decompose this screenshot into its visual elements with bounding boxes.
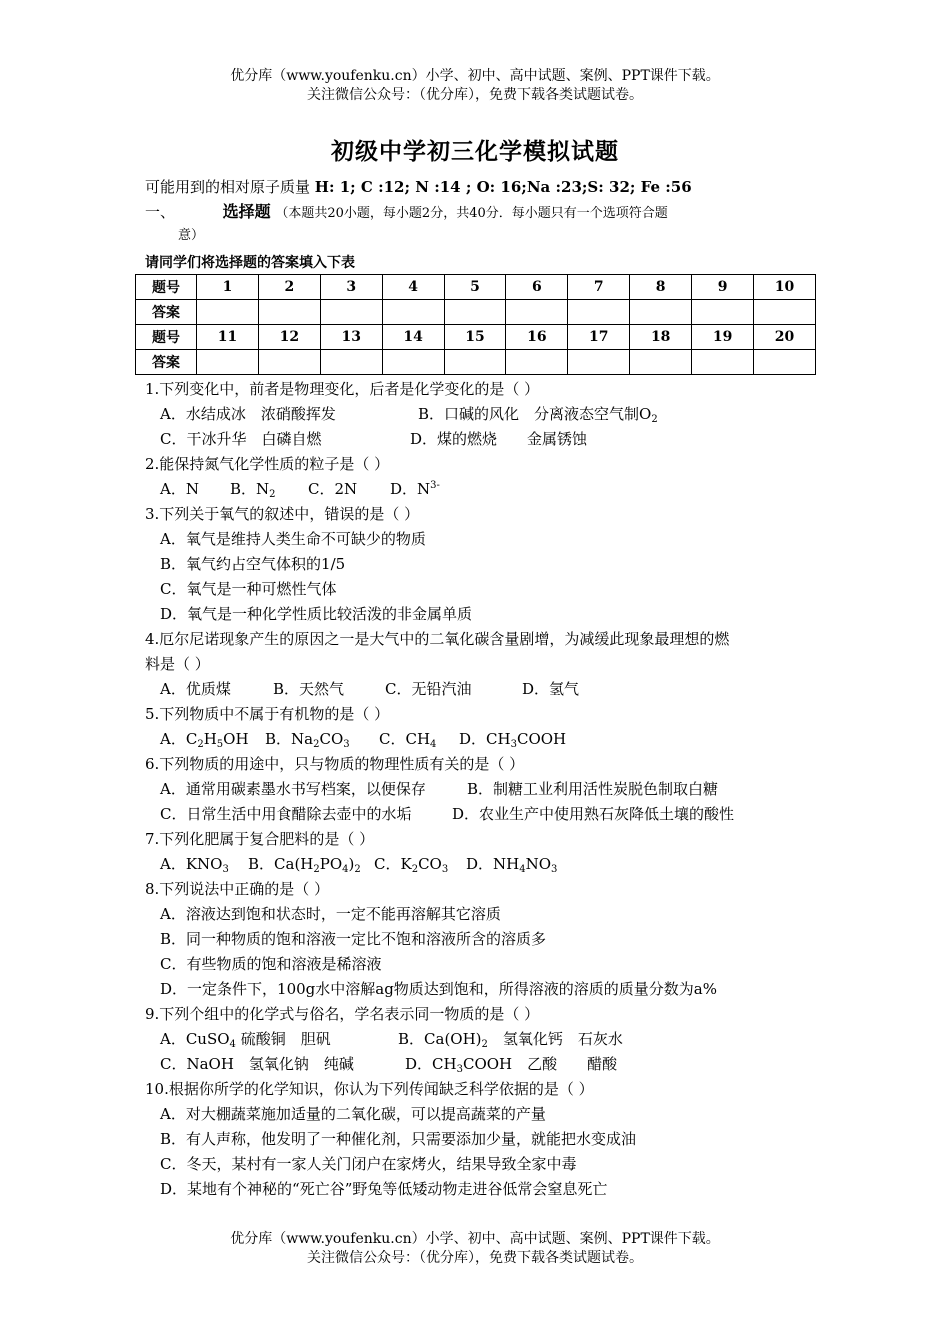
- question-10-stem: 10.根据你所学的化学知识，你认为下列传闻缺乏科学依据的是（ ）: [145, 1080, 594, 1098]
- option-b: B．口碱的风化 分离液态空气制O: [418, 405, 652, 423]
- option-d: D．某地有个神秘的“死亡谷”野兔等低矮动物走进谷低常会窒息死亡: [160, 1180, 608, 1198]
- subscript: 3: [222, 864, 229, 875]
- answer-cell[interactable]: [568, 300, 630, 325]
- question-number: 1: [197, 275, 259, 300]
- option-b: B．Ca(H: [248, 855, 314, 873]
- question-8-stem: 8.下列说法中正确的是（ ）: [145, 880, 330, 898]
- formula-part: COOH: [516, 730, 567, 748]
- question-2-options: [160, 479, 440, 499]
- option-a: A．对大棚蔬菜施加适量的二氧化碳，可以提高蔬菜的产量: [160, 1105, 546, 1123]
- header-line-1: 优分库（www.youfenku.cn）小学、初中、高中试题、案例、PPT课件下载。: [230, 68, 720, 84]
- answer-cell[interactable]: [754, 350, 816, 375]
- subscript: 4: [342, 864, 349, 875]
- subscript: 2: [197, 739, 204, 750]
- question-9-options-ab: [160, 1029, 623, 1049]
- question-number: 8: [630, 275, 692, 300]
- answer-cell[interactable]: [506, 300, 568, 325]
- footer-line-2: 关注微信公众号：（优分库），免费下载各类试题试卷。: [307, 1250, 643, 1266]
- question-2-stem: 2.能保持氮气化学性质的粒子是（ ）: [145, 455, 390, 473]
- question-1-stem: 1.下列变化中，前者是物理变化，后者是化学变化的是（ ）: [145, 380, 540, 398]
- subscript: 3: [551, 864, 558, 875]
- subscript: 3: [510, 739, 517, 750]
- option-b: B．天然气: [273, 680, 345, 698]
- question-6-options-ab: [160, 779, 718, 799]
- formula-part: H: [203, 730, 217, 748]
- section-desc: （本题共20小题，每小题2分，共40分．每小题只有一个选项符合题: [275, 206, 668, 221]
- formula-part: ): [348, 855, 355, 873]
- atomic-mass-line: [145, 177, 692, 197]
- atomic-mass-label: 可能用到的相对原子质量: [145, 178, 311, 196]
- option-a: A．N: [160, 480, 199, 498]
- formula-part: COOH: [462, 1055, 513, 1073]
- question-number: 13: [320, 325, 382, 350]
- answer-cell[interactable]: [382, 350, 444, 375]
- question-7-options: [160, 854, 557, 874]
- formula-part: OH: [223, 730, 249, 748]
- table-row: [136, 325, 816, 350]
- subscript: 2: [481, 1039, 488, 1050]
- option-a-names: 硫酸铜 胆矾: [240, 1030, 331, 1048]
- question-number: 15: [444, 325, 506, 350]
- superscript: 3-: [430, 480, 440, 491]
- option-b: B．有人声称，他发明了一种催化剂，只需要添加少量，就能把水变成油: [160, 1130, 637, 1148]
- question-6-options-cd: [160, 804, 734, 824]
- question-number: 5: [444, 275, 506, 300]
- option-c: C．干冰升华 白磷自燃: [160, 430, 322, 448]
- answer-table-caption: 请同学们将选择题的答案填入下表: [145, 255, 355, 271]
- answer-cell[interactable]: [197, 300, 259, 325]
- option-d: D．一定条件下，100g水中溶解ag物质达到饱和，所得溶液的溶质的质量分数为a%: [160, 980, 718, 998]
- question-number: 19: [692, 325, 754, 350]
- subscript: 2: [354, 864, 361, 875]
- option-a: A．溶液达到饱和状态时，一定不能再溶解其它溶质: [160, 905, 501, 923]
- subscript: 2: [411, 864, 419, 875]
- section-desc-cont: 意）: [178, 228, 205, 243]
- question-7-stem: 7.下列化肥属于复合肥料的是（ ）: [145, 830, 375, 848]
- question-9-options-cd: [160, 1054, 617, 1074]
- option-d-names: 乙酸 醋酸: [527, 1055, 618, 1073]
- question-5-options: [160, 729, 566, 749]
- question-1-options-cd: [160, 429, 587, 449]
- option-c: C．NaOH 氢氧化钠 纯碱: [160, 1055, 354, 1073]
- option-c: C．氧气是一种可燃性气体: [160, 580, 337, 598]
- answer-label: 答案: [136, 350, 197, 375]
- answer-cell[interactable]: [754, 300, 816, 325]
- option-a: A．CuSO: [160, 1030, 230, 1048]
- section-name: 选择题: [222, 202, 271, 221]
- question-number: 20: [754, 325, 816, 350]
- subscript: 3: [343, 739, 350, 750]
- answer-cell[interactable]: [258, 350, 320, 375]
- question-number: 4: [382, 275, 444, 300]
- question-number: 16: [506, 325, 568, 350]
- formula-part: NO: [525, 855, 552, 873]
- option-a: A．优质煤: [160, 680, 231, 698]
- answer-cell[interactable]: [444, 300, 506, 325]
- subscript: 4: [519, 864, 526, 875]
- answer-table: [135, 274, 816, 375]
- option-d: D．氧气是一种化学性质比较活泼的非金属单质: [160, 605, 473, 623]
- section-number: 一、: [145, 203, 176, 221]
- answer-cell[interactable]: [692, 300, 754, 325]
- option-b: B．Na: [265, 730, 314, 748]
- option-b: B．制糖工业利用活性炭脱色制取白糖: [467, 780, 719, 798]
- answer-cell[interactable]: [630, 300, 692, 325]
- question-number: 17: [568, 325, 630, 350]
- question-number: 9: [692, 275, 754, 300]
- option-a: A．水结成冰 浓硝酸挥发: [160, 405, 336, 423]
- question-number: 14: [382, 325, 444, 350]
- option-d: D．N: [390, 480, 431, 498]
- subscript: 4: [430, 739, 437, 750]
- question-number: 18: [630, 325, 692, 350]
- option-d: D．氢气: [522, 680, 580, 698]
- question-number: 7: [568, 275, 630, 300]
- answer-cell[interactable]: [258, 300, 320, 325]
- option-b-names: 氢氧化钙 石灰水: [502, 1030, 623, 1048]
- question-number-label: 题号: [136, 325, 197, 350]
- subscript: 4: [229, 1039, 236, 1050]
- formula-part: PO: [319, 855, 343, 873]
- answer-cell[interactable]: [197, 350, 259, 375]
- question-1-options-ab: [160, 404, 658, 424]
- question-number: 3: [320, 275, 382, 300]
- option-d: D．NH: [466, 855, 520, 873]
- option-a: A．C: [160, 730, 198, 748]
- subscript: 2: [651, 414, 658, 425]
- option-d: D．农业生产中使用熟石灰降低土壤的酸性: [452, 805, 735, 823]
- table-row: [136, 350, 816, 375]
- question-9-stem: 9.下列个组中的化学式与俗名，学名表示同一物质的是（ ）: [145, 1005, 540, 1023]
- question-number: 11: [197, 325, 259, 350]
- table-row: [136, 300, 816, 325]
- option-d: D．CH: [459, 730, 511, 748]
- formula-part: CO: [418, 855, 442, 873]
- question-3-stem: 3.下列关于氧气的叙述中，错误的是（ ）: [145, 505, 420, 523]
- subscript: 3: [456, 1064, 463, 1075]
- section-heading: [145, 202, 668, 224]
- atomic-mass-values: H: 1; C :12; N :14 ; O: 16;Na :23;S: 32; Fe :56: [314, 178, 692, 196]
- option-b: B．Ca(OH): [398, 1030, 482, 1048]
- option-c: C．有些物质的饱和溶液是稀溶液: [160, 955, 382, 973]
- option-d: D．CH: [405, 1055, 457, 1073]
- subscript: 2: [313, 864, 320, 875]
- option-a: A．KNO: [160, 855, 223, 873]
- subscript: 3: [441, 864, 449, 875]
- footer-line-1: 优分库（www.youfenku.cn）小学、初中、高中试题、案例、PPT课件下载。: [230, 1231, 720, 1247]
- question-5-stem: 5.下列物质中不属于有机物的是（ ）: [145, 705, 390, 723]
- table-row: [136, 275, 816, 300]
- subscript: 5: [216, 739, 224, 750]
- subscript: 2: [313, 739, 320, 750]
- option-c: C．冬天，某村有一家人关门闭户在家烤火，结果导致全家中毒: [160, 1155, 577, 1173]
- question-number: 2: [258, 275, 320, 300]
- answer-cell[interactable]: [320, 300, 382, 325]
- subscript: 2: [269, 489, 276, 500]
- option-a: A．氧气是维持人类生命不可缺少的物质: [160, 530, 426, 548]
- option-d: D．煤的燃烧 金属锈蚀: [410, 430, 588, 448]
- question-number: 6: [506, 275, 568, 300]
- answer-cell[interactable]: [444, 350, 506, 375]
- option-c: C．K: [374, 855, 412, 873]
- question-4-options: [160, 679, 579, 699]
- option-c: C．无铅汽油: [385, 680, 472, 698]
- answer-cell[interactable]: [320, 350, 382, 375]
- option-c: C．日常生活中用食醋除去壶中的水垢: [160, 805, 412, 823]
- header-line-2: 关注微信公众号：（优分库），免费下载各类试题试卷。: [307, 87, 643, 103]
- answer-cell[interactable]: [382, 300, 444, 325]
- answer-cell[interactable]: [692, 350, 754, 375]
- question-6-stem: 6.下列物质的用途中，只与物质的物理性质有关的是（ ）: [145, 755, 525, 773]
- question-number: 10: [754, 275, 816, 300]
- question-4-stem: 4.厄尔尼诺现象产生的原因之一是大气中的二氧化碳含量剧增，为减缓此现象最理想的燃: [145, 630, 730, 648]
- option-c: C．2N: [308, 480, 358, 498]
- answer-cell[interactable]: [568, 350, 630, 375]
- answer-label: 答案: [136, 300, 197, 325]
- option-b: B．氧气约占空气体积的1/5: [160, 555, 346, 573]
- question-number: 12: [258, 325, 320, 350]
- question-4-stem-cont: 料是（ ）: [145, 655, 210, 673]
- option-b: B．N: [230, 480, 270, 498]
- answer-cell[interactable]: [630, 350, 692, 375]
- option-b: B．同一种物质的饱和溶液一定比不饱和溶液所含的溶质多: [160, 930, 547, 948]
- formula-part: CO: [319, 730, 344, 748]
- answer-cell[interactable]: [506, 350, 568, 375]
- option-c: C．CH: [379, 730, 431, 748]
- page-title: 初级中学初三化学模拟试题: [331, 139, 619, 165]
- option-a: A．通常用碳素墨水书写档案，以便保存: [160, 780, 426, 798]
- question-number-label: 题号: [136, 275, 197, 300]
